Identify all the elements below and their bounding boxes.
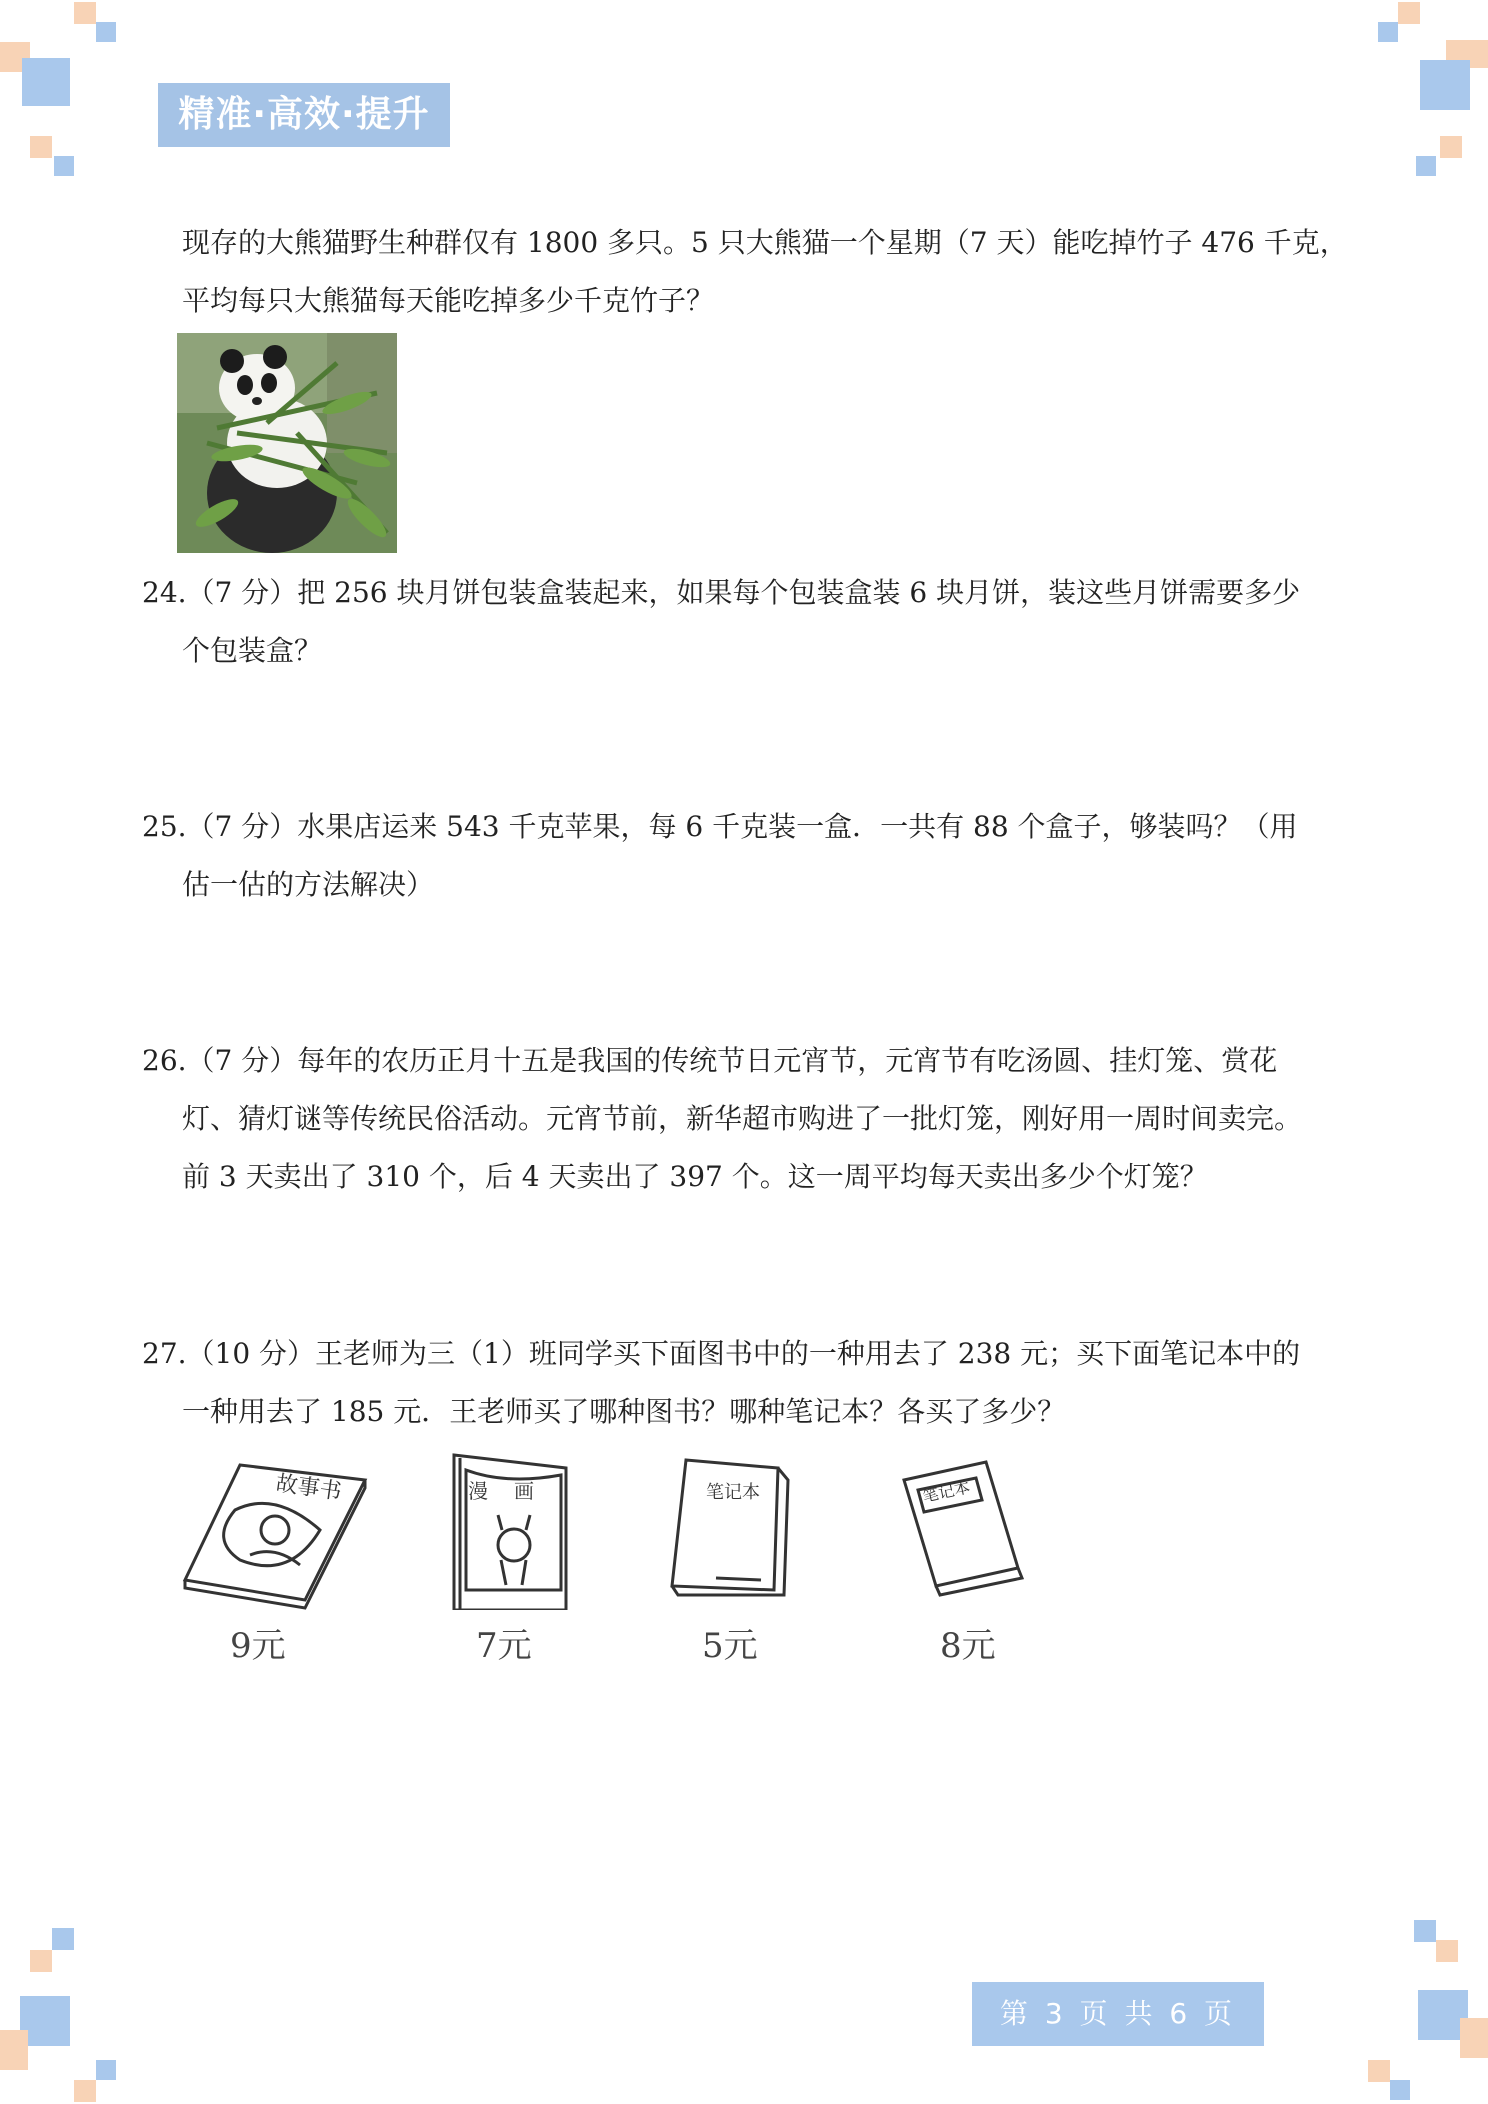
notebook-icon: [896, 1450, 1026, 1600]
notebook-icon: [666, 1450, 796, 1600]
comic-book-item: [446, 1450, 626, 1610]
corner-decoration: [0, 2030, 28, 2070]
storybook-cover-text: 故事书: [274, 1471, 344, 1506]
panda-photo: [177, 333, 397, 553]
corner-decoration: [1416, 156, 1436, 176]
corner-decoration: [1378, 22, 1398, 42]
question-line: 个包装盒？: [182, 634, 323, 667]
corner-decoration: [1398, 2, 1420, 24]
storybook-icon: [180, 1450, 370, 1610]
intro-line: 现存的大熊猫野生种群仅有 1800 多只。5 只大熊猫一个星期（7 天）能吃掉竹子 476 千克，: [182, 226, 1348, 259]
notebook-cover-text: 笔记本: [920, 1477, 972, 1506]
corner-decoration: [96, 22, 116, 42]
corner-decoration: [1420, 60, 1470, 110]
corner-decoration: [1440, 136, 1462, 158]
question-line: 前 3 天卖出了 310 个，后 4 天卖出了 397 个。这一周平均每天卖出多少个灯笼？: [182, 1160, 1208, 1193]
question-line: 估一估的方法解决）: [182, 868, 435, 901]
question-line: 27.（10 分）王老师为三（1）班同学买下面图书中的一种用去了 238 元；买下面笔记本中的: [142, 1337, 1301, 1370]
question-26: [142, 1032, 1352, 1206]
notebook-item-8: [896, 1450, 1076, 1600]
price-label: 5元: [702, 1626, 758, 1666]
corner-decoration: [74, 2, 96, 24]
corner-decoration: [1368, 2060, 1390, 2082]
corner-decoration: [96, 2060, 116, 2080]
corner-decoration: [30, 136, 52, 158]
comic-book-icon: [446, 1450, 576, 1610]
price-label: 9元: [230, 1626, 286, 1666]
notebook-item-5: [666, 1450, 846, 1600]
question-line: 灯、猜灯谜等传统民俗活动。元宵节前，新华超市购进了一批灯笼，刚好用一周时间卖完。: [182, 1102, 1303, 1135]
corner-decoration: [54, 156, 74, 176]
corner-decoration: [74, 2080, 96, 2102]
notebook-cover-text: 笔记本: [706, 1482, 760, 1503]
corner-decoration: [1436, 1940, 1458, 1962]
corner-decoration: [1390, 2080, 1410, 2100]
header-banner: 精准·高效·提升: [158, 83, 450, 147]
intro-paragraph: [142, 214, 1352, 330]
question-24: [142, 564, 1352, 680]
price-label: 8元: [940, 1626, 996, 1666]
price-label: 7元: [476, 1626, 532, 1666]
corner-decoration: [30, 1950, 52, 1972]
question-line: 25.（7 分）水果店运来 543 千克苹果，每 6 千克装一盒．一共有 88 个盒子，够装吗？（用: [142, 810, 1298, 843]
comic-cover-text: 漫画: [468, 1479, 560, 1503]
page-number: 第 3 页 共 6 页: [972, 1982, 1264, 2046]
question-27: [142, 1325, 1352, 1441]
corner-decoration: [52, 1928, 74, 1950]
question-line: 一种用去了 185 元．王老师买了哪种图书？哪种笔记本？各买了多少？: [182, 1395, 1066, 1428]
question-25: [142, 798, 1352, 914]
question-line: 24.（7 分）把 256 块月饼包装盒装起来，如果每个包装盒装 6 块月饼，装这些月饼需要多少: [142, 576, 1301, 609]
corner-decoration: [1414, 1920, 1436, 1942]
corner-decoration: [22, 58, 70, 106]
intro-line: 平均每只大熊猫每天能吃掉多少千克竹子？: [182, 284, 715, 317]
question-line: 26.（7 分）每年的农历正月十五是我国的传统节日元宵节，元宵节有吃汤圆、挂灯笼、赏花: [142, 1044, 1278, 1077]
corner-decoration: [1460, 2018, 1488, 2058]
storybook-item: [180, 1450, 360, 1610]
